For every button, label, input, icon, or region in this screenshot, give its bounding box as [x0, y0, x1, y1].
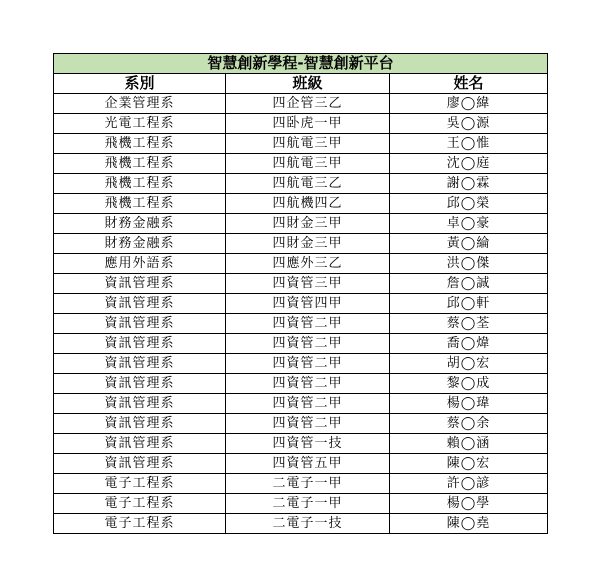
class-cell: 四航電三乙 — [226, 174, 390, 194]
name-cell: 洪◯傑 — [390, 254, 548, 274]
department-cell: 飛機工程系 — [54, 134, 226, 154]
class-cell: 四財金三甲 — [226, 214, 390, 234]
name-cell: 廖◯緯 — [390, 94, 548, 114]
name-cell: 黃◯綸 — [390, 234, 548, 254]
class-cell: 四資管二甲 — [226, 354, 390, 374]
table-row — [54, 254, 548, 274]
department-cell: 資訊管理系 — [54, 294, 226, 314]
name-cell: 詹◯誠 — [390, 274, 548, 294]
department-cell: 資訊管理系 — [54, 374, 226, 394]
class-cell: 四資管二甲 — [226, 414, 390, 434]
class-cell: 四企管三乙 — [226, 94, 390, 114]
department-cell: 應用外語系 — [54, 254, 226, 274]
table-row — [54, 514, 548, 534]
department-cell: 資訊管理系 — [54, 434, 226, 454]
table-row — [54, 474, 548, 494]
department-cell: 資訊管理系 — [54, 394, 226, 414]
class-cell: 四航電三甲 — [226, 154, 390, 174]
header-row — [54, 74, 548, 94]
class-cell: 四資管二甲 — [226, 374, 390, 394]
name-cell: 王◯惟 — [390, 134, 548, 154]
class-cell: 四資管四甲 — [226, 294, 390, 314]
class-cell: 四資管一技 — [226, 434, 390, 454]
class-cell: 四資管二甲 — [226, 334, 390, 354]
department-cell: 飛機工程系 — [54, 174, 226, 194]
department-cell: 資訊管理系 — [54, 334, 226, 354]
class-cell: 二電子一技 — [226, 514, 390, 534]
department-cell: 資訊管理系 — [54, 274, 226, 294]
roster-table — [53, 53, 548, 534]
department-cell: 電子工程系 — [54, 494, 226, 514]
class-cell: 四資管二甲 — [226, 314, 390, 334]
department-cell: 飛機工程系 — [54, 194, 226, 214]
department-cell: 資訊管理系 — [54, 414, 226, 434]
department-cell: 資訊管理系 — [54, 314, 226, 334]
name-cell: 謝◯霖 — [390, 174, 548, 194]
table-row — [54, 354, 548, 374]
class-cell: 四資管五甲 — [226, 454, 390, 474]
name-cell: 許◯諺 — [390, 474, 548, 494]
name-cell: 沈◯庭 — [390, 154, 548, 174]
class-cell: 四航機四乙 — [226, 194, 390, 214]
name-cell: 陳◯宏 — [390, 454, 548, 474]
table-row — [54, 314, 548, 334]
table-row — [54, 334, 548, 354]
name-cell: 賴◯涵 — [390, 434, 548, 454]
name-cell: 胡◯宏 — [390, 354, 548, 374]
table-row — [54, 434, 548, 454]
name-cell: 卓◯豪 — [390, 214, 548, 234]
name-cell: 邱◯軒 — [390, 294, 548, 314]
table-row — [54, 394, 548, 414]
name-cell: 楊◯學 — [390, 494, 548, 514]
header-name: 姓名 — [390, 74, 548, 94]
table-row — [54, 94, 548, 114]
name-cell: 陳◯堯 — [390, 514, 548, 534]
department-cell: 電子工程系 — [54, 514, 226, 534]
table-row — [54, 374, 548, 394]
title-row — [54, 54, 548, 74]
name-cell: 邱◯榮 — [390, 194, 548, 214]
table-row — [54, 414, 548, 434]
table-row — [54, 114, 548, 134]
class-cell: 二電子一甲 — [226, 494, 390, 514]
department-cell: 飛機工程系 — [54, 154, 226, 174]
name-cell: 蔡◯荃 — [390, 314, 548, 334]
name-cell: 楊◯瑋 — [390, 394, 548, 414]
department-cell: 資訊管理系 — [54, 454, 226, 474]
department-cell: 資訊管理系 — [54, 354, 226, 374]
class-cell: 四資管三甲 — [226, 274, 390, 294]
department-cell: 電子工程系 — [54, 474, 226, 494]
table-row — [54, 294, 548, 314]
department-cell: 財務金融系 — [54, 234, 226, 254]
class-cell: 四資管二甲 — [226, 394, 390, 414]
table-row — [54, 174, 548, 194]
table-row — [54, 494, 548, 514]
name-cell: 黎◯成 — [390, 374, 548, 394]
table-row — [54, 234, 548, 254]
class-cell: 二電子一甲 — [226, 474, 390, 494]
department-cell: 財務金融系 — [54, 214, 226, 234]
department-cell: 企業管理系 — [54, 94, 226, 114]
table-row — [54, 154, 548, 174]
name-cell: 喬◯煒 — [390, 334, 548, 354]
table-row — [54, 274, 548, 294]
table-row — [54, 134, 548, 154]
header-class: 班級 — [226, 74, 390, 94]
table-row — [54, 194, 548, 214]
class-cell: 四財金三甲 — [226, 234, 390, 254]
table-row — [54, 214, 548, 234]
class-cell: 四應外三乙 — [226, 254, 390, 274]
table-title: 智慧創新學程-智慧創新平台 — [54, 54, 548, 74]
header-department: 系別 — [54, 74, 226, 94]
table-row — [54, 454, 548, 474]
name-cell: 蔡◯余 — [390, 414, 548, 434]
department-cell: 光電工程系 — [54, 114, 226, 134]
name-cell: 吳◯源 — [390, 114, 548, 134]
class-cell: 四卧虎一甲 — [226, 114, 390, 134]
class-cell: 四航電三甲 — [226, 134, 390, 154]
